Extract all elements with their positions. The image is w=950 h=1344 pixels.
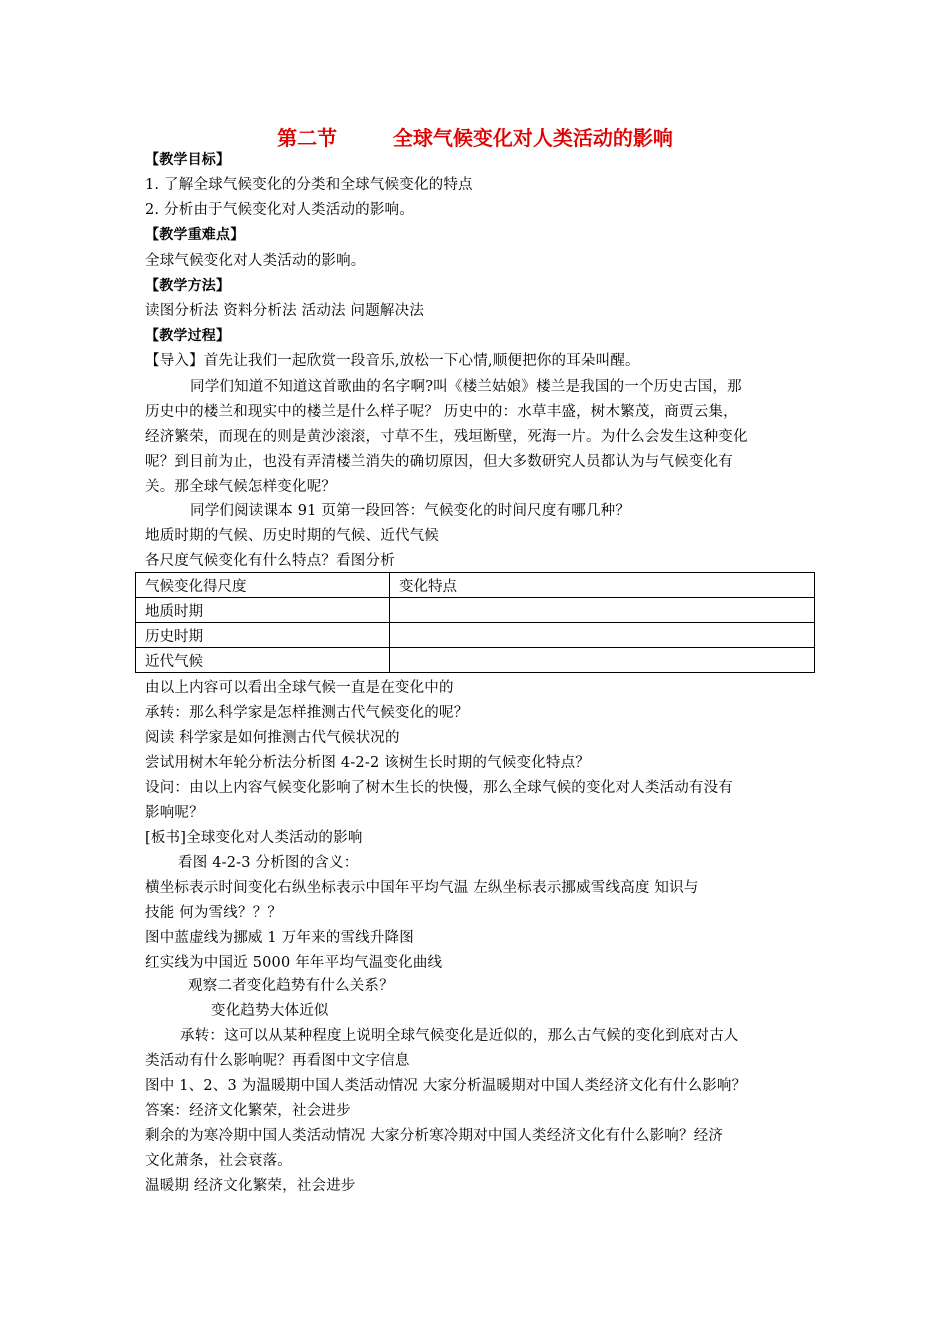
table-header-cell: 变化特点	[390, 573, 815, 598]
table-cell: 历史时期	[136, 623, 390, 648]
section-heading-objectives: 【教学目标】	[145, 152, 231, 168]
table-header-row	[136, 573, 815, 598]
table-cell: 地质时期	[136, 598, 390, 623]
paragraph-line: 剩余的为寒冷期中国人类活动情况 大家分析寒冷期对中国人类经济文化有什么影响？经济	[145, 1128, 724, 1144]
table-row	[136, 598, 815, 623]
paragraph-line: 历史中的楼兰和现实中的楼兰是什么样子呢？ 历史中的：水草丰盛，树木繁茂，商贾云集，	[145, 404, 738, 420]
section-heading-methods: 【教学方法】	[145, 278, 231, 294]
paragraph-line: 阅读 科学家是如何推测古代气候状况的	[145, 730, 400, 746]
table-row	[136, 623, 815, 648]
paragraph-line: 温暖期 经济文化繁荣，社会进步	[145, 1178, 356, 1194]
objective-1: 1. 了解全球气候变化的分类和全球气候变化的特点	[145, 177, 473, 193]
table-row	[136, 648, 815, 673]
objective-2: 2. 分析由于气候变化对人类活动的影响。	[145, 202, 414, 218]
paragraph-line: 由以上内容可以看出全球气候一直是在变化中的	[145, 680, 454, 696]
paragraph-line: 答案：经济文化繁荣，社会进步	[145, 1103, 351, 1119]
table-cell	[390, 648, 815, 673]
paragraph-line: 技能 何为雪线？？？	[145, 905, 283, 921]
section-heading-process: 【教学过程】	[145, 328, 231, 344]
table-cell	[390, 623, 815, 648]
paragraph-line: 观察二者变化趋势有什么关系？	[188, 978, 394, 994]
paragraph-line: 承转：这可以从某种程度上说明全球气候变化是近似的，那么古气候的变化到底对古人	[180, 1028, 739, 1044]
paragraph-line: 同学们阅读课本 91 页第一段回答：气候变化的时间尺度有哪几种？	[190, 503, 631, 519]
paragraph-line: [板书]全球变化对人类活动的影响	[145, 830, 363, 846]
page-title: 第二节 全球气候变化对人类活动的影响	[277, 126, 673, 150]
paragraph-line: 经济繁荣，而现在的则是黄沙滚滚，寸草不生，残垣断壁，死海一片。为什么会发生这种变化	[145, 429, 748, 445]
table-cell	[390, 598, 815, 623]
paragraph-line: 承转：那么科学家是怎样推测古代气候变化的呢？	[145, 705, 469, 721]
paragraph-line: 各尺度气候变化有什么特点？看图分析	[145, 553, 395, 569]
paragraph-line: 影响呢？	[145, 805, 204, 821]
paragraph-line: 红实线为中国近 5000 年年平均气温变化曲线	[145, 955, 443, 971]
climate-scale-table	[135, 572, 815, 673]
paragraph-line: 文化萧条，社会衰落。	[145, 1153, 292, 1169]
paragraph-line: 类活动有什么影响呢？再看图中文字信息	[145, 1053, 410, 1069]
section-heading-key-points: 【教学重难点】	[145, 227, 245, 243]
paragraph-line: 横坐标表示时间变化右纵坐标表示中国年平均气温 左纵坐标表示挪威雪线高度 知识与	[145, 880, 699, 896]
paragraph-line: 呢？到目前为止，也没有弄清楼兰消失的确切原因，但大多数研究人员都认为与气候变化有	[145, 454, 733, 470]
paragraph-line: 图中蓝虚线为挪威 1 万年来的雪线升降图	[145, 930, 414, 946]
methods-text: 读图分析法 资料分析法 活动法 问题解决法	[145, 303, 425, 319]
paragraph-line: 地质时期的气候、历史时期的气候、近代气候	[145, 528, 439, 544]
paragraph-line: 尝试用树木年轮分析法分析图 4-2-2 该树生长时期的气候变化特点？	[145, 755, 590, 771]
paragraph-line: 设问：由以上内容气候变化影响了树木生长的快慢，那么全球气候的变化对人类活动有没有	[145, 780, 733, 796]
table-header-cell: 气候变化得尺度	[136, 573, 390, 598]
paragraph-line: 变化趋势大体近似	[211, 1003, 329, 1019]
paragraph-line: 同学们知道不知道这首歌曲的名字啊?叫《楼兰姑娘》楼兰是我国的一个历史古国，那	[190, 379, 742, 395]
key-point-text: 全球气候变化对人类活动的影响。	[145, 253, 366, 269]
paragraph-line: 图中 1、2、3 为温暖期中国人类活动情况 大家分析温暖期对中国人类经济文化有什么影响？	[145, 1078, 747, 1094]
intro-line: 【导入】首先让我们一起欣赏一段音乐,放松一下心情,顺便把你的耳朵叫醒。	[145, 353, 640, 369]
paragraph-line: 关。那全球气候怎样变化呢？	[145, 479, 337, 495]
table-cell: 近代气候	[136, 648, 390, 673]
paragraph-line: 看图 4-2-3 分析图的含义：	[178, 855, 359, 871]
